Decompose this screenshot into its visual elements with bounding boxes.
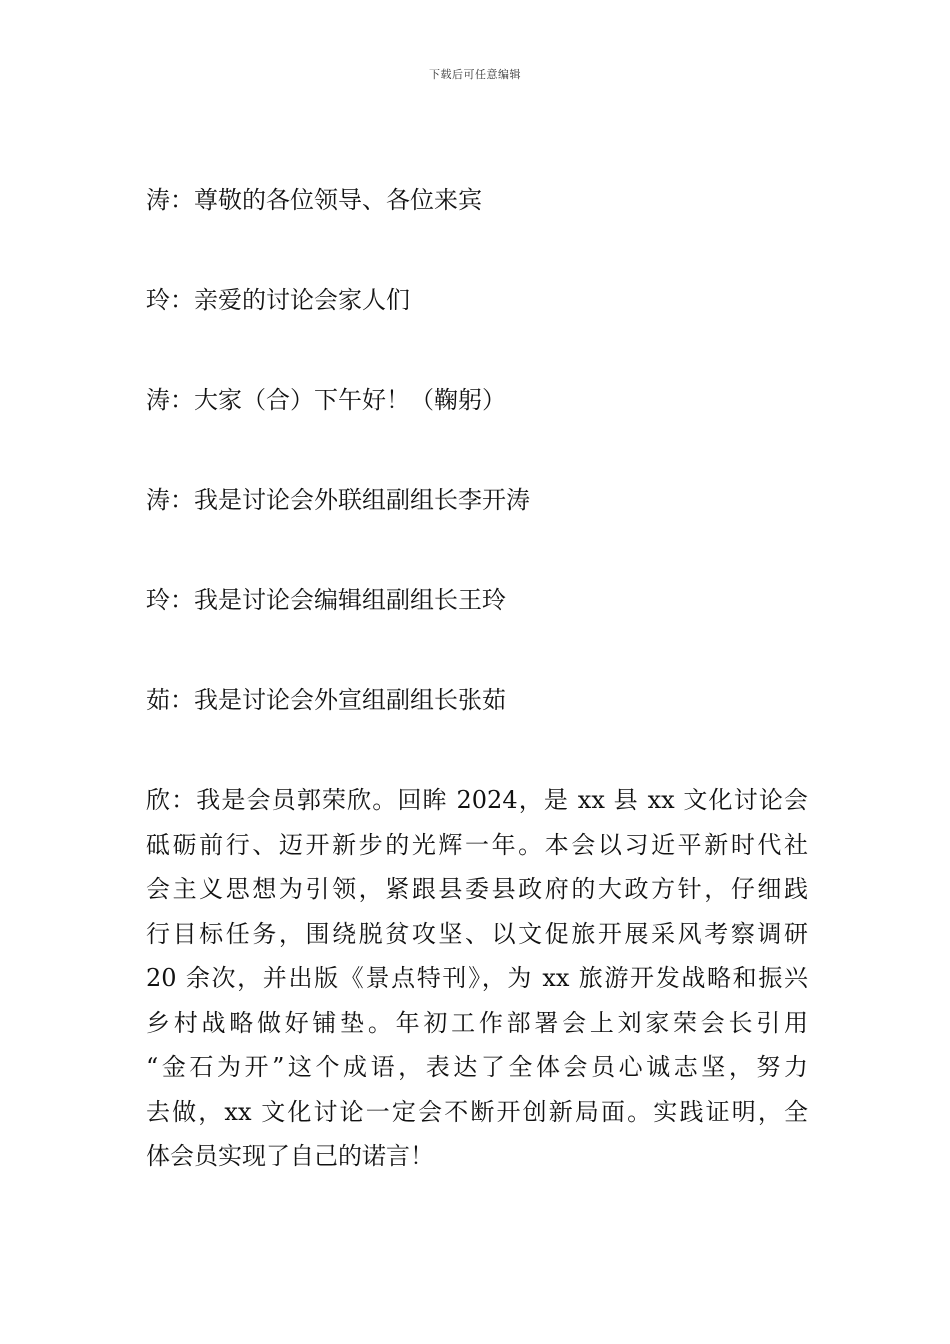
dialogue-line: 茹：我是讨论会外宣组副组长张茹 — [146, 686, 506, 714]
dialogue-line: 玲：我是讨论会编辑组副组长王玲 — [146, 586, 506, 614]
paragraph-line: “金石为开”这个成语，表达了全体会员心诚志坚，努力 — [146, 1053, 808, 1081]
paragraph-line: 20 余次，并出版《景点特刊》，为 xx 旅游开发战略和振兴 — [146, 964, 808, 992]
dialogue-line: 涛：大家（合）下午好！（鞠躬） — [146, 386, 506, 414]
dialogue-line: 涛：我是讨论会外联组副组长李开涛 — [146, 486, 530, 514]
document-body — [146, 178, 808, 1179]
paragraph-line: 去做，xx 文化讨论一定会不断开创新局面。实践证明，全 — [146, 1097, 808, 1126]
dialogue-line: 涛：尊敬的各位领导、各位来宾 — [146, 186, 482, 214]
paragraph-line: 行目标任务，围绕脱贫攻坚、以文促旅开展采风考察调研 — [146, 919, 808, 948]
paragraph-line: 砥砺前行、迈开新步的光辉一年。本会以习近平新时代社 — [146, 830, 808, 859]
speech-paragraph — [146, 778, 808, 1179]
paragraph-line: 会主义思想为引领，紧跟县委县政府的大政方针，仔细践 — [146, 875, 808, 903]
page-header-note: 下载后可任意编辑 — [429, 68, 521, 81]
paragraph-line: 体会员实现了自己的诺言！ — [146, 1142, 434, 1170]
paragraph-line: 乡村战略做好铺垫。年初工作部署会上刘家荣会长引用 — [146, 1008, 808, 1037]
dialogue-line: 玲：亲爱的讨论会家人们 — [146, 286, 410, 314]
paragraph-line: 欣：我是会员郭荣欣。回眸 2024，是 xx 县 xx 文化讨论会 — [146, 786, 808, 814]
